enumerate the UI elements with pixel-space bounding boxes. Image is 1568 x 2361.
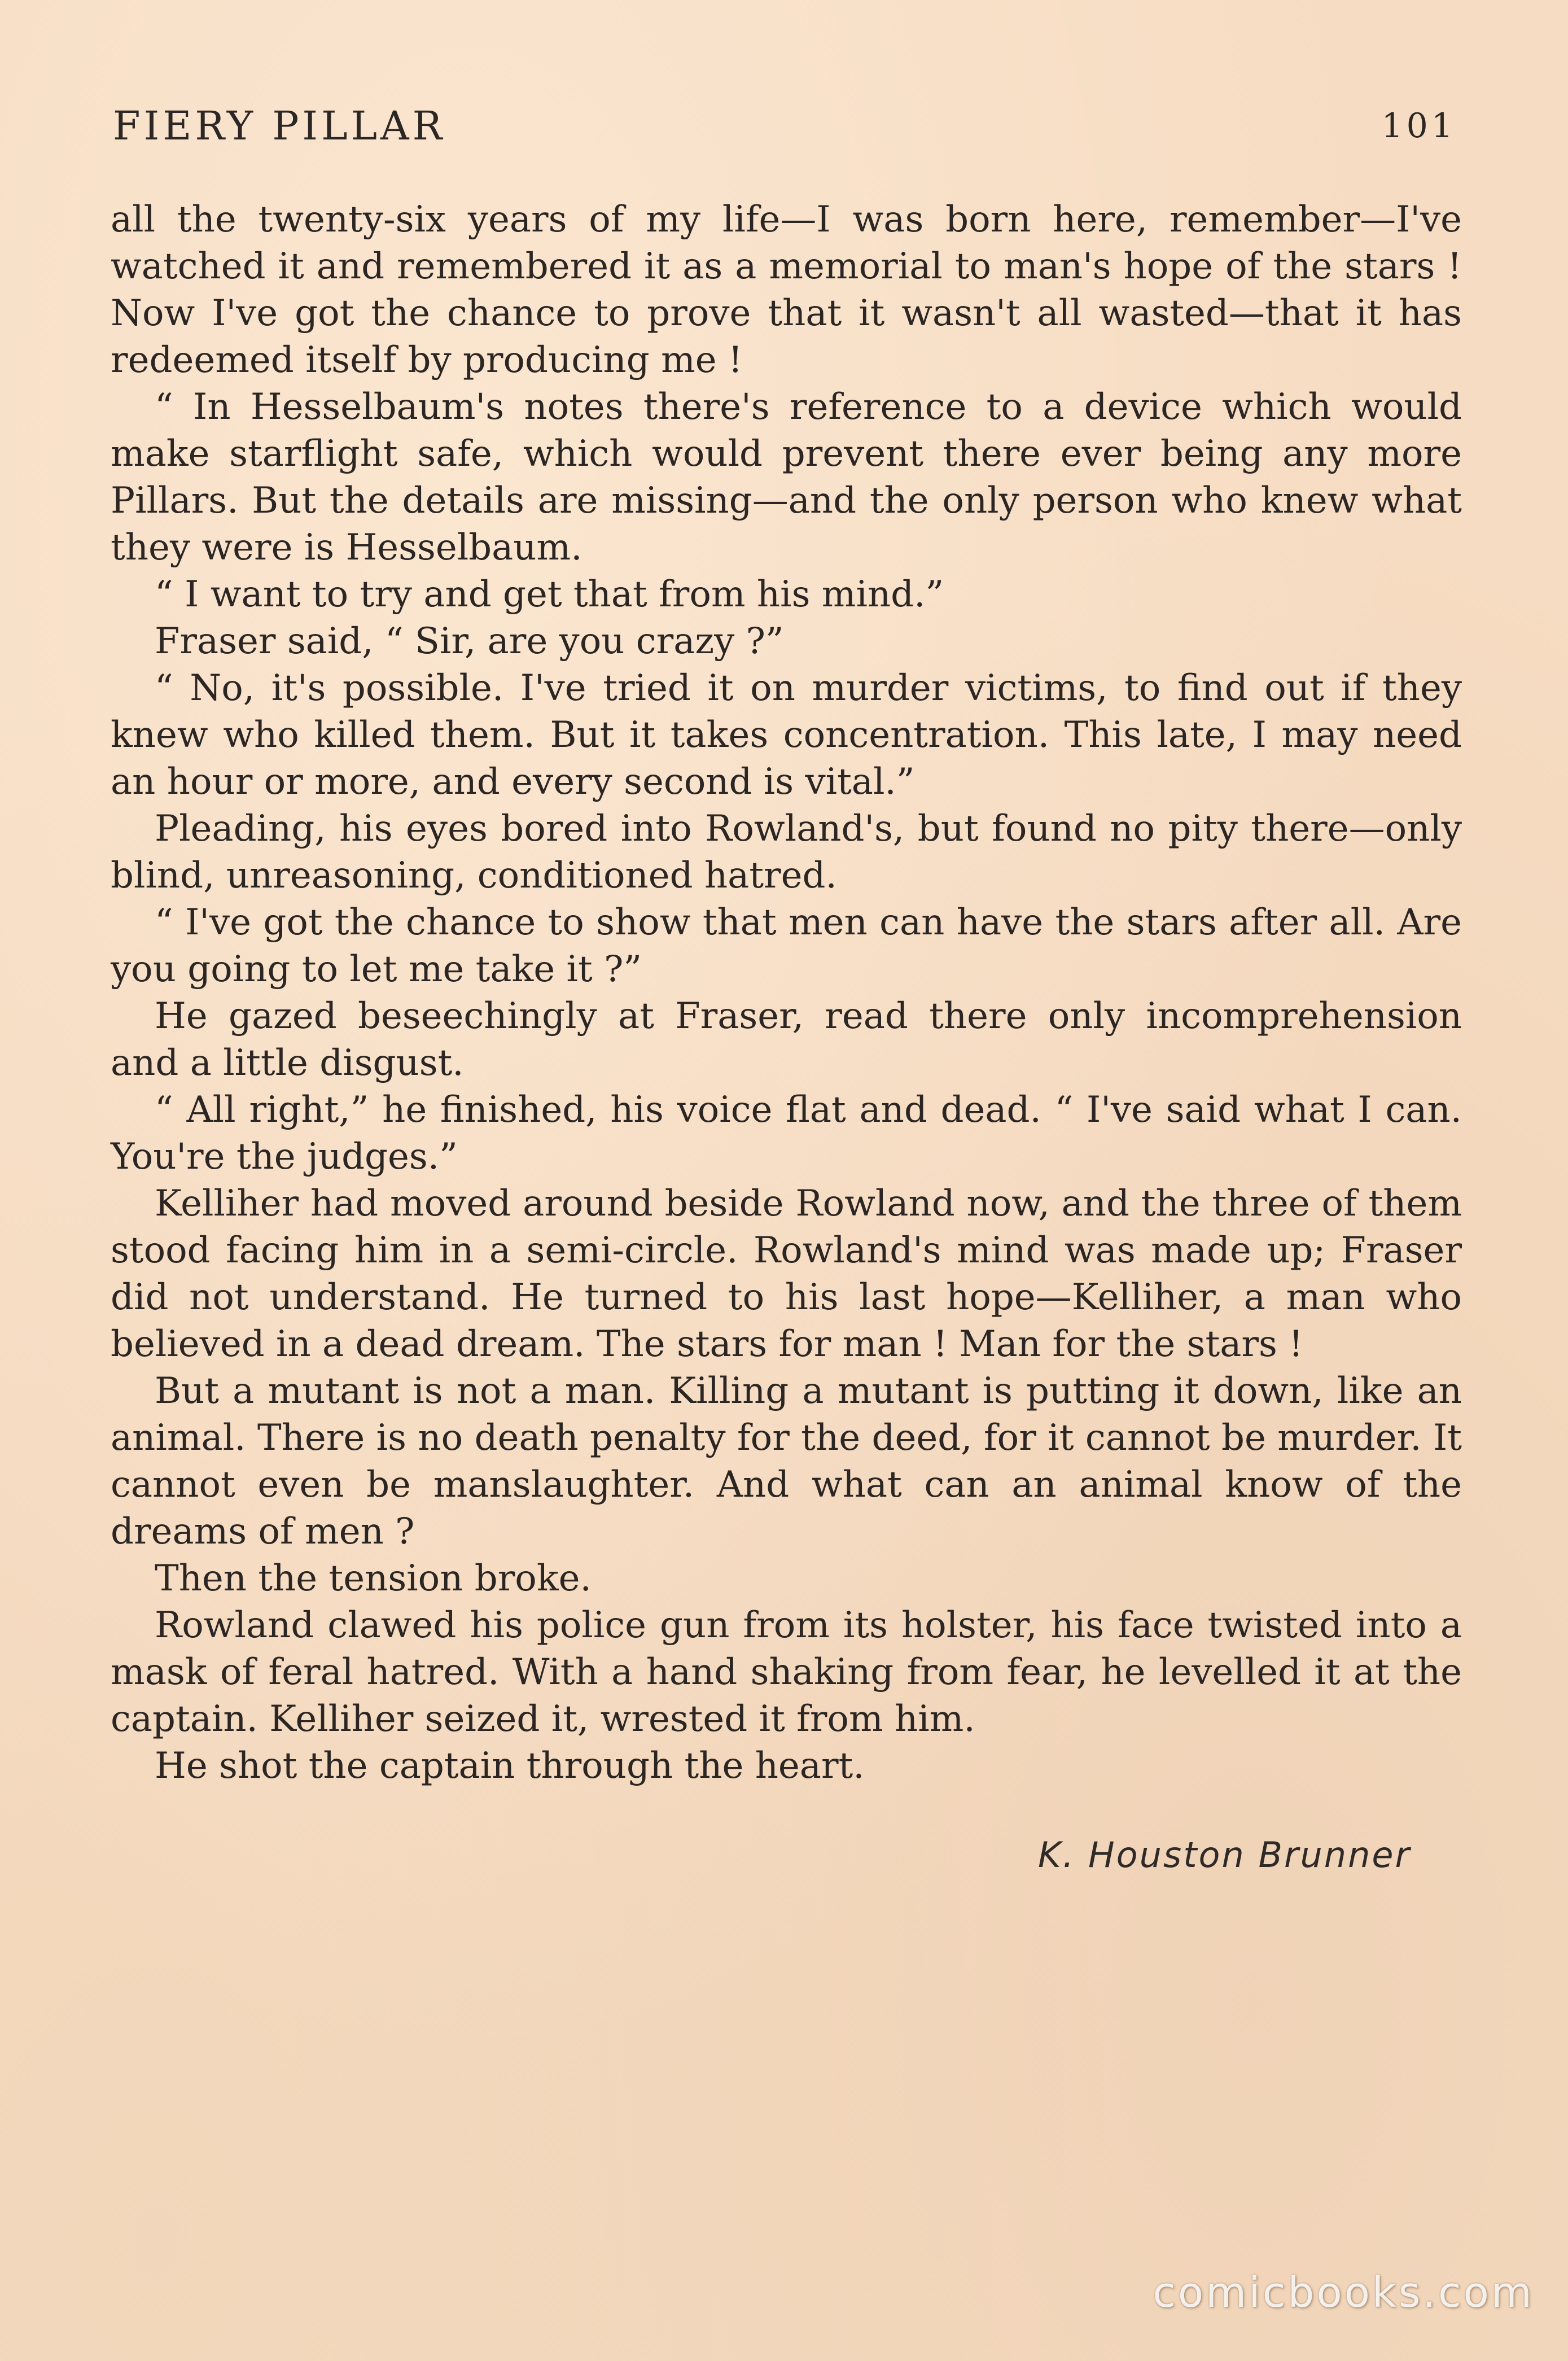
paragraph: Pleading, his eyes bored into Rowland's, but found no pity there—only blind, unreasoning, conditioned hatred. — [111, 808, 1462, 897]
paragraph: “ I want to try and get that from his mind.” — [155, 574, 944, 615]
paragraph: “ All right,” he finished, his voice flat and dead. “ I've said what I can. You're the judges.” — [111, 1089, 1462, 1178]
author-signature: K. Houston Brunner — [1037, 1834, 1411, 1875]
paragraph: all the twenty-six years of my life—I was born here, remember—I've watched it and remembered it as a memorial to man's hope of the stars ! Now I've got the chance to prove that it wasn't all wasted—that it has redeemed itself by producing me ! — [111, 199, 1462, 381]
story-text — [111, 196, 1462, 1790]
paragraph: Then the tension broke. — [155, 1558, 592, 1599]
running-title: FIERY PILLAR — [113, 103, 446, 149]
paragraph: Kelliher had moved around beside Rowland now, and the three of them stood facing him in a semi-circle. Rowland's mind was made up; Fraser did not understand. He turned to his last hope—Kelliher, a man who believed in a dead dream. The stars for man ! Man for the stars ! — [111, 1183, 1462, 1365]
paragraph: “ In Hesselbaum's notes there's reference to a device which would make starflight safe, which would prevent there ever being any more Pillars. But the details are missing—and the only person who knew what they were is Hesselbaum. — [111, 386, 1462, 569]
paragraph: But a mutant is not a man. Killing a mutant is putting it down, like an animal. There is no death penalty for the deed, for it cannot be murder. It cannot even be manslaughter. And what can an animal know of the dreams of men ? — [111, 1370, 1462, 1553]
paragraph: He gazed beseechingly at Fraser, read there only incomprehension and a little disgust. — [111, 995, 1462, 1084]
running-head — [113, 100, 1456, 151]
paragraph: Fraser said, “ Sir, are you crazy ?” — [155, 620, 784, 662]
paragraph: He shot the captain through the heart. — [155, 1745, 865, 1787]
paragraph: Rowland clawed his police gun from its holster, his face twisted into a mask of feral hatred. With a hand shaking from fear, he levelled it at the captain. Kelliher seized it, wrested it from him. — [111, 1604, 1462, 1740]
paragraph: “ I've got the chance to show that men can have the stars after all. Are you going to let me take it ?” — [111, 902, 1462, 990]
page-number: 101 — [1381, 106, 1456, 146]
site-watermark: comicbooks.com — [1153, 2268, 1534, 2317]
paragraph: “ No, it's possible. I've tried it on murder victims, to find out if they knew who killed them. But it takes concentration. This late, I may need an hour or more, and every second is vital.” — [111, 667, 1462, 803]
